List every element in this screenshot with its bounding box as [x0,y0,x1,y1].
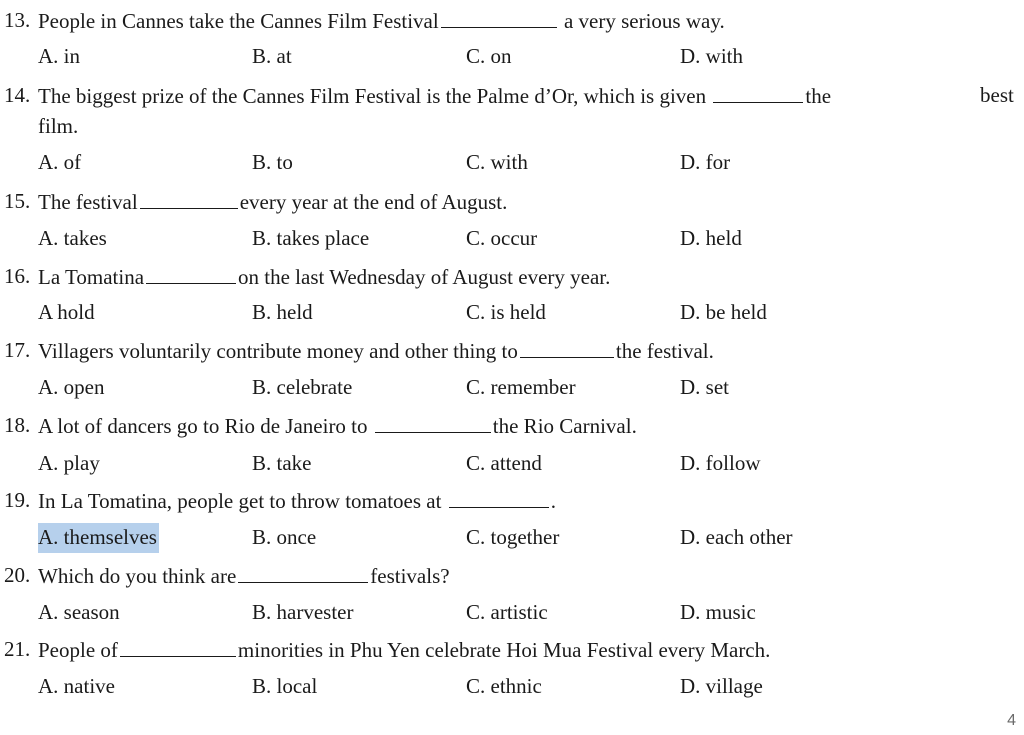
option-b[interactable]: B. to [252,150,293,174]
question-number: 21. [4,637,31,661]
answer-blank [713,82,803,103]
answer-blank [238,562,368,583]
question-text-before: The biggest prize of the Cannes Film Festival is the Palme d’Or, which is given [38,84,707,108]
option-d[interactable]: D. set [680,375,729,399]
question-text-before: La Tomatina [38,265,145,289]
answer-blank [449,487,549,508]
question-text [38,562,450,589]
answer-blank [140,188,238,209]
question-text-after-2: best [980,83,1014,107]
question-text-before: Which do you think are [38,564,237,588]
answer-blank [375,412,491,433]
question-text-before: People in Cannes take the Cannes Film Festival [38,9,439,33]
option-a[interactable]: A. of [38,150,82,174]
question-text-before: In La Tomatina, people get to throw tomatoes at [38,489,442,513]
option-a[interactable]: A. native [38,674,115,698]
question-text-after: . [550,489,556,513]
page-number: 4 [1007,712,1016,729]
option-b[interactable]: B. at [252,44,292,68]
question-number: 13. [4,8,31,32]
option-b[interactable]: B. takes place [252,226,370,250]
answer-blank [441,7,557,28]
option-b[interactable]: B. celebrate [252,375,353,399]
question-text-before: The festival [38,190,138,214]
option-d[interactable]: D. held [680,226,742,250]
question-text-after: every year at the end of August. [239,190,508,214]
option-c[interactable]: C. remember [466,375,576,399]
answer-blank [120,636,236,657]
option-c[interactable]: C. on [466,44,512,68]
option-a[interactable]: A. play [38,451,100,475]
option-d[interactable]: D. be held [680,300,767,324]
question-number: 18. [4,413,31,437]
question-text [38,412,637,439]
option-d[interactable]: D. with [680,44,743,68]
option-b[interactable]: B. harvester [252,600,354,624]
option-b[interactable]: B. take [252,451,312,475]
option-b[interactable]: B. once [252,525,317,549]
option-a[interactable]: A. open [38,375,105,399]
question-number: 20. [4,563,31,587]
question-text [38,636,770,663]
option-a[interactable]: A hold [38,300,95,324]
question-text-after: on the last Wednesday of August every year. [238,265,611,289]
option-c[interactable]: C. occur [466,226,538,250]
option-c[interactable]: C. together [466,525,560,549]
question-text-before: Villagers voluntarily contribute money and other thing to [38,339,518,363]
question-text [38,7,725,34]
option-d[interactable]: D. follow [680,451,761,475]
option-b[interactable]: B. local [252,674,318,698]
answer-blank [520,337,614,358]
option-c[interactable]: C. with [466,150,528,174]
answer-blank [146,263,236,284]
option-b[interactable]: B. held [252,300,313,324]
question-text [38,487,556,514]
question-number: 15. [4,189,31,213]
option-a[interactable]: A. season [38,600,120,624]
option-a-selected[interactable] [38,524,159,550]
option-a[interactable]: A. in [38,44,80,68]
option-c[interactable]: C. attend [466,451,542,475]
option-d[interactable]: D. each other [680,525,793,549]
question-text-after: the Rio Carnival. [492,414,637,438]
option-a[interactable]: A. takes [38,226,107,250]
question-text [38,82,831,109]
question-number: 19. [4,488,31,512]
option-d[interactable]: D. for [680,150,731,174]
question-text-before: People of [38,638,118,662]
question-text [38,188,507,215]
question-text-continuation: film. [38,114,79,138]
question-text-after: minorities in Phu Yen celebrate Hoi Mua Festival every March. [237,638,771,662]
question-text [38,263,610,290]
option-c[interactable]: C. ethnic [466,674,542,698]
question-number: 14. [4,83,31,107]
question-text-before: A lot of dancers go to Rio de Janeiro to [38,414,368,438]
option-c[interactable]: C. artistic [466,600,548,624]
option-d[interactable]: D. village [680,674,763,698]
selection-highlight: A. themselves [38,523,159,553]
question-text-after: a very serious way. [563,9,725,33]
question-text-after: the festival. [615,339,714,363]
question-text-after: festivals? [370,564,450,588]
question-number: 17. [4,338,31,362]
question-text-after: the [805,84,832,108]
question-number: 16. [4,264,31,288]
option-d[interactable]: D. music [680,600,756,624]
question-text [38,337,714,364]
option-c[interactable]: C. is held [466,300,546,324]
